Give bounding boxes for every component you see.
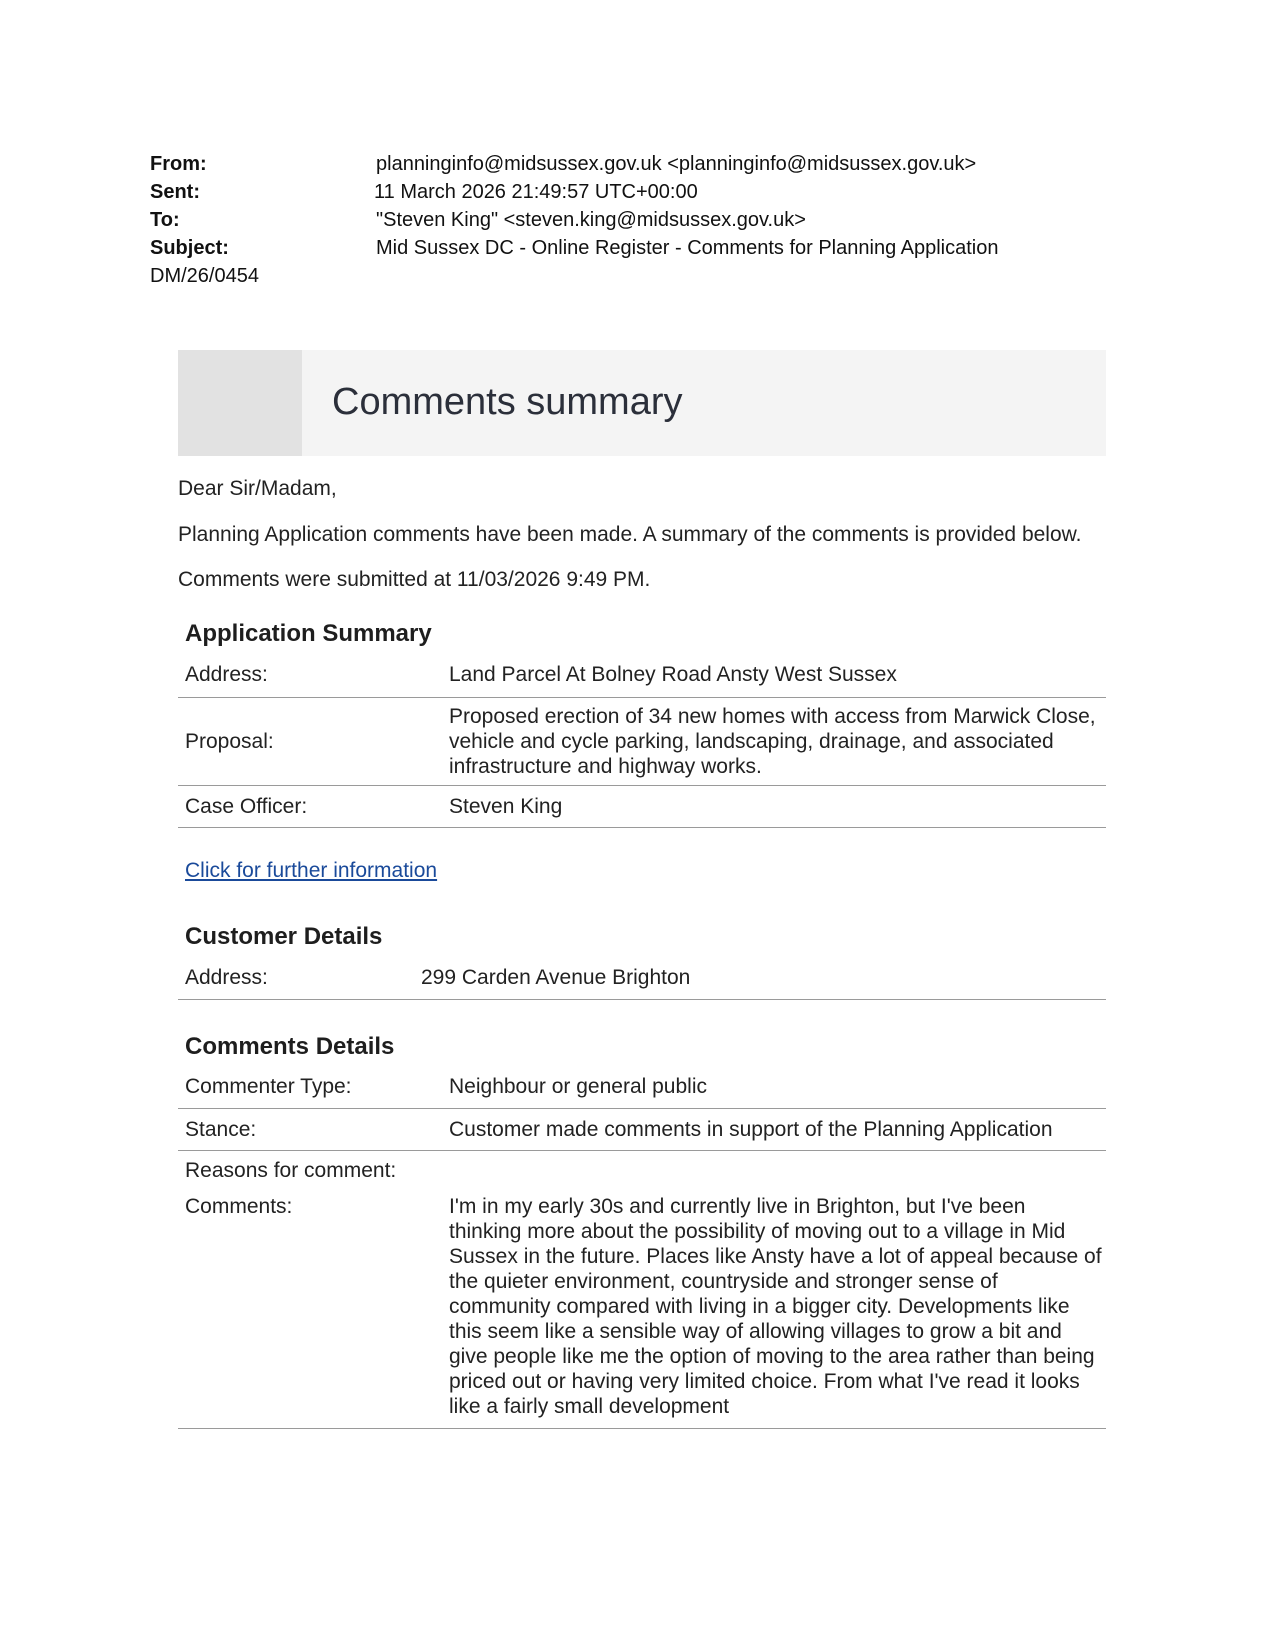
subject-value: Mid Sussex DC - Online Register - Comments for Planning Application bbox=[376, 237, 999, 259]
sent-row bbox=[150, 178, 698, 206]
row-value: Steven King bbox=[442, 785, 1106, 827]
subject-row bbox=[150, 234, 999, 262]
customer-details-title: Customer Details bbox=[185, 922, 383, 950]
row-label: Stance: bbox=[178, 1108, 442, 1150]
row-label: Commenter Type: bbox=[178, 1066, 442, 1108]
to-row bbox=[150, 206, 806, 234]
comments-details-title: Comments Details bbox=[185, 1033, 395, 1060]
row-value: Land Parcel At Bolney Road Ansty West Sussex bbox=[442, 653, 1106, 697]
intro-line-2: Comments were submitted at 11/03/2026 9:49 PM. bbox=[178, 568, 651, 591]
sent-value: 11 March 2026 21:49:57 UTC+00:00 bbox=[374, 181, 698, 203]
to-label: To: bbox=[150, 209, 180, 231]
banner-side-block bbox=[178, 350, 302, 456]
table-row bbox=[178, 653, 1106, 697]
subject-label: Subject: bbox=[150, 237, 229, 259]
table-row bbox=[178, 1150, 1106, 1190]
row-label: Comments: bbox=[178, 1190, 442, 1429]
email-body bbox=[178, 350, 1106, 1429]
comments-details-table bbox=[178, 1066, 1106, 1429]
row-label: Address: bbox=[178, 653, 442, 697]
table-row bbox=[178, 1108, 1106, 1150]
row-label: Reasons for comment: bbox=[185, 1158, 397, 1182]
application-summary-table bbox=[178, 653, 1106, 828]
subject-continuation: DM/26/0454 bbox=[150, 265, 259, 287]
row-value: Customer made comments in support of the Planning Application bbox=[442, 1108, 1106, 1150]
table-row bbox=[178, 785, 1106, 827]
table-row bbox=[178, 1190, 1106, 1429]
further-info-link[interactable]: Click for further information bbox=[185, 858, 438, 882]
sent-label: Sent: bbox=[150, 181, 200, 203]
comments-summary-banner bbox=[178, 350, 1106, 456]
banner-title: Comments summary bbox=[332, 381, 683, 423]
subject-continuation-row bbox=[150, 262, 259, 290]
from-value: planninginfo@midsussex.gov.uk <planninginfo@midsussex.gov.uk> bbox=[376, 153, 977, 175]
greeting: Dear Sir/Madam, bbox=[178, 477, 337, 500]
row-value: Neighbour or general public bbox=[442, 1066, 1106, 1108]
intro-line-1: Planning Application comments have been made. A summary of the comments is provided below. bbox=[178, 523, 1082, 546]
row-label: Address: bbox=[178, 956, 414, 1000]
comments-text: I'm in my early 30s and currently live in Brighton, but I've been thinking more about the possibility of moving out to a village in Mid Sussex in the future. Places like Ansty have a lot of appeal because of the quieter environment, countryside and stronger sense of community compared with living in a bigger city. Developments like this seem like a sensible way of allowing villages to grow a bit and give people like me the option of moving to the area rather than being priced out or having very limited choice. From what I've read it looks like a fairly small development bbox=[442, 1190, 1106, 1429]
table-row bbox=[178, 697, 1106, 785]
table-row bbox=[178, 956, 1106, 1000]
email-header bbox=[150, 150, 999, 290]
row-label: Case Officer: bbox=[178, 785, 442, 827]
table-row bbox=[178, 1066, 1106, 1108]
row-value: 299 Carden Avenue Brighton bbox=[414, 956, 1106, 1000]
from-label: From: bbox=[150, 153, 207, 175]
customer-details-table bbox=[178, 956, 1106, 1001]
row-label: Proposal: bbox=[178, 697, 442, 785]
row-value: Proposed erection of 34 new homes with access from Marwick Close, vehicle and cycle parking, landscaping, drainage, and associated infrastructure and highway works. bbox=[442, 697, 1106, 785]
application-summary-title: Application Summary bbox=[185, 620, 432, 647]
to-value: "Steven King" <steven.king@midsussex.gov.uk> bbox=[376, 209, 806, 231]
row-value bbox=[442, 1150, 1106, 1190]
from-row bbox=[150, 150, 977, 178]
